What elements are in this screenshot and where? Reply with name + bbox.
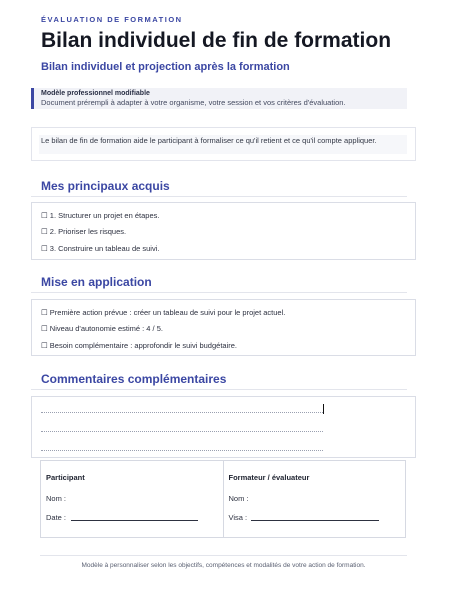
list-item[interactable]: ☐ Niveau d'autonomie estimé : 4 / 5. xyxy=(41,324,163,333)
trainer-visa-label[interactable]: Visa : xyxy=(228,513,248,522)
signature-trainer xyxy=(223,461,406,537)
signature-table xyxy=(40,460,406,538)
section-heading-comments: Commentaires complémentaires xyxy=(41,372,227,386)
section-divider xyxy=(31,389,407,390)
application-list xyxy=(31,299,416,356)
trainer-name-label[interactable]: Nom : xyxy=(228,494,249,503)
acquis-list xyxy=(31,202,416,260)
footer-note: Modèle à personnaliser selon les objectifs, compétences et modalités de votre action de formation. xyxy=(81,562,366,569)
participant-heading: Participant xyxy=(46,473,85,482)
list-item[interactable]: ☐ Besoin complémentaire : approfondir le suivi budgétaire. xyxy=(41,341,237,350)
list-item[interactable]: ☐ 1. Structurer un projet en étapes. xyxy=(41,211,160,220)
comment-line xyxy=(41,450,323,451)
trainer-heading: Formateur / évaluateur xyxy=(228,473,310,482)
text-cursor xyxy=(323,404,324,414)
footer-divider xyxy=(40,555,407,556)
trainer-visa-line[interactable] xyxy=(251,520,379,521)
participant-date-line[interactable] xyxy=(71,520,198,521)
list-item[interactable]: ☐ Première action prévue : créer un tableau de suivi pour le projet actuel. xyxy=(41,308,286,317)
section-divider xyxy=(31,292,407,293)
comment-line xyxy=(41,431,323,432)
page-title: Bilan individuel de fin de formation xyxy=(41,29,392,52)
list-item[interactable]: ☐ 3. Construire un tableau de suivi. xyxy=(41,244,160,253)
template-notice xyxy=(31,88,407,109)
intro-box xyxy=(31,127,416,161)
intro-text: Le bilan de fin de formation aide le participant à formaliser ce qu'il retient et ce qu'il compte appliquer. xyxy=(39,135,407,154)
section-heading-acquis: Mes principaux acquis xyxy=(41,179,170,193)
comment-line xyxy=(41,412,323,413)
section-divider xyxy=(31,196,407,197)
signature-participant xyxy=(41,461,223,537)
page-subtitle: Bilan individuel et projection après la formation xyxy=(41,61,290,73)
participant-name-label[interactable]: Nom : xyxy=(46,494,67,503)
participant-date-label[interactable]: Date : xyxy=(46,513,67,522)
template-notice-text: Document prérempli à adapter à votre organisme, votre session et vos critères d'évaluation. xyxy=(41,98,346,107)
list-item[interactable]: ☐ 2. Prioriser les risques. xyxy=(41,227,127,236)
document-eyebrow: ÉVALUATION DE FORMATION xyxy=(41,15,183,24)
section-heading-application: Mise en application xyxy=(41,275,152,289)
template-notice-heading: Modèle professionnel modifiable xyxy=(41,90,150,97)
comments-field[interactable] xyxy=(31,396,416,458)
